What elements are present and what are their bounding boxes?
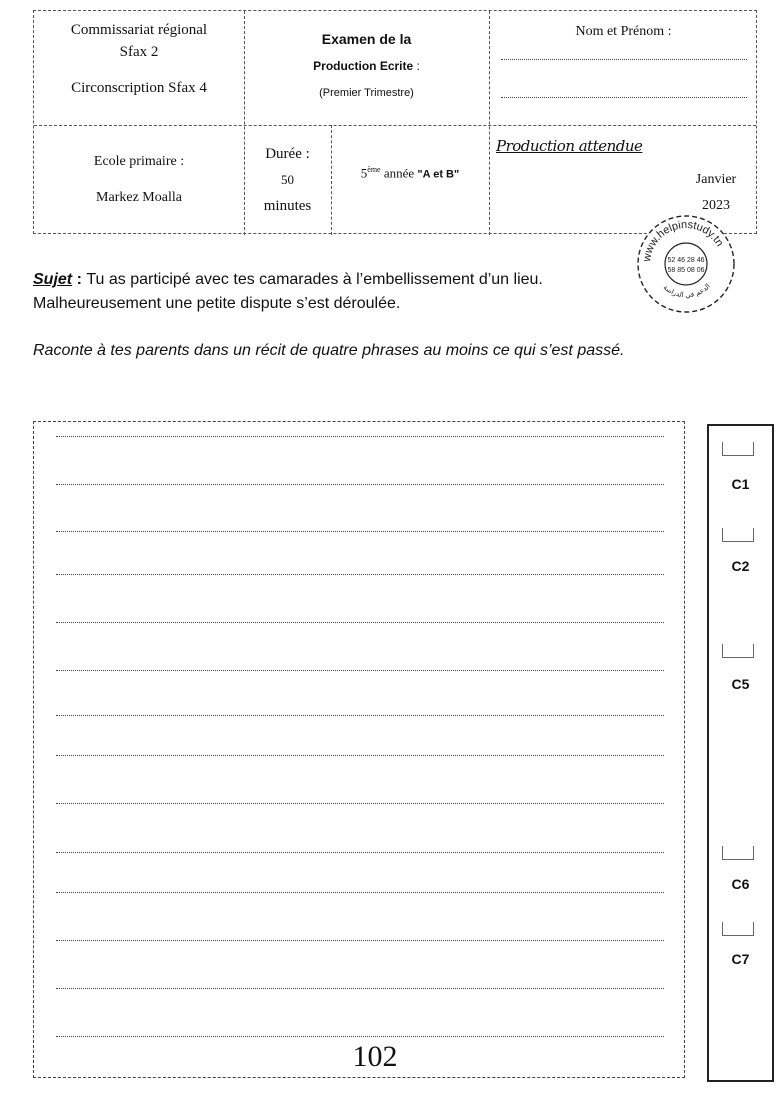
duree: Durée : 50 minutes (263, 146, 312, 214)
header-divider (489, 11, 490, 235)
header-divider (34, 125, 756, 126)
sujet: Sujet : Tu as participé avec tes camarades à l’embellissement d’un lieu. Malheureusement une petite dispute s’est déroulée. (33, 271, 543, 312)
stamp-phone: 58 85 08 06 (667, 267, 705, 274)
score-box[interactable] (722, 922, 754, 936)
writing-line[interactable] (56, 852, 664, 853)
writing-line[interactable] (56, 755, 664, 756)
writing-line[interactable] (56, 574, 664, 575)
writing-line[interactable] (56, 622, 664, 623)
score-box[interactable] (722, 846, 754, 860)
writing-line[interactable] (56, 988, 664, 989)
writing-line[interactable] (56, 940, 664, 941)
stamp-phone: 52 46 28 46 (667, 257, 705, 264)
circonscription: Circonscription Sfax 4 (71, 80, 207, 96)
score-box[interactable] (722, 644, 754, 658)
name-line[interactable] (501, 59, 747, 60)
sujet-label: Sujet (33, 271, 73, 288)
criteria-column (707, 424, 774, 1082)
nom-prenom: Nom et Prénom : (489, 21, 758, 43)
criterion-label: C6 (731, 876, 750, 892)
writing-line[interactable] (56, 892, 664, 893)
handwritten-annotation: Production attendue (496, 137, 643, 155)
trimestre: (Premier Trimestre) (319, 87, 414, 99)
criterion-label: C1 (731, 476, 750, 492)
writing-line[interactable] (56, 670, 664, 671)
stamp-site: www.helpinstudy.tn (640, 218, 726, 263)
page-number: 102 (352, 1040, 398, 1073)
writing-line[interactable] (56, 436, 664, 437)
criterion-label: C5 (731, 676, 750, 692)
criterion-label: C2 (731, 558, 750, 574)
writing-line[interactable] (56, 1036, 664, 1037)
ecole: Ecole primaire : Markez Moalla (93, 154, 185, 205)
writing-line[interactable] (56, 715, 664, 716)
consigne: Raconte à tes parents dans un récit de quatre phrases au moins ce qui s’est passé. (33, 342, 625, 359)
writing-area[interactable] (33, 421, 685, 1078)
score-box[interactable] (722, 442, 754, 456)
exam-title: Examen de la Production Ecrite : (Premier Trimestre) (244, 31, 489, 99)
commissariat: Commissariat régional Sfax 2 Circonscription Sfax 4 (34, 19, 244, 99)
writing-line[interactable] (56, 803, 664, 804)
exam-header (33, 10, 757, 234)
date: Janvier 2023 (695, 172, 737, 213)
criterion-label: C7 (731, 951, 750, 967)
writing-line[interactable] (56, 531, 664, 532)
name-line[interactable] (501, 97, 747, 98)
writing-line[interactable] (56, 484, 664, 485)
score-box[interactable] (722, 528, 754, 542)
stamp-arabic: الدعم في الدراسة (661, 282, 712, 300)
annee-classe: 5ème année "A et B" (360, 165, 460, 181)
